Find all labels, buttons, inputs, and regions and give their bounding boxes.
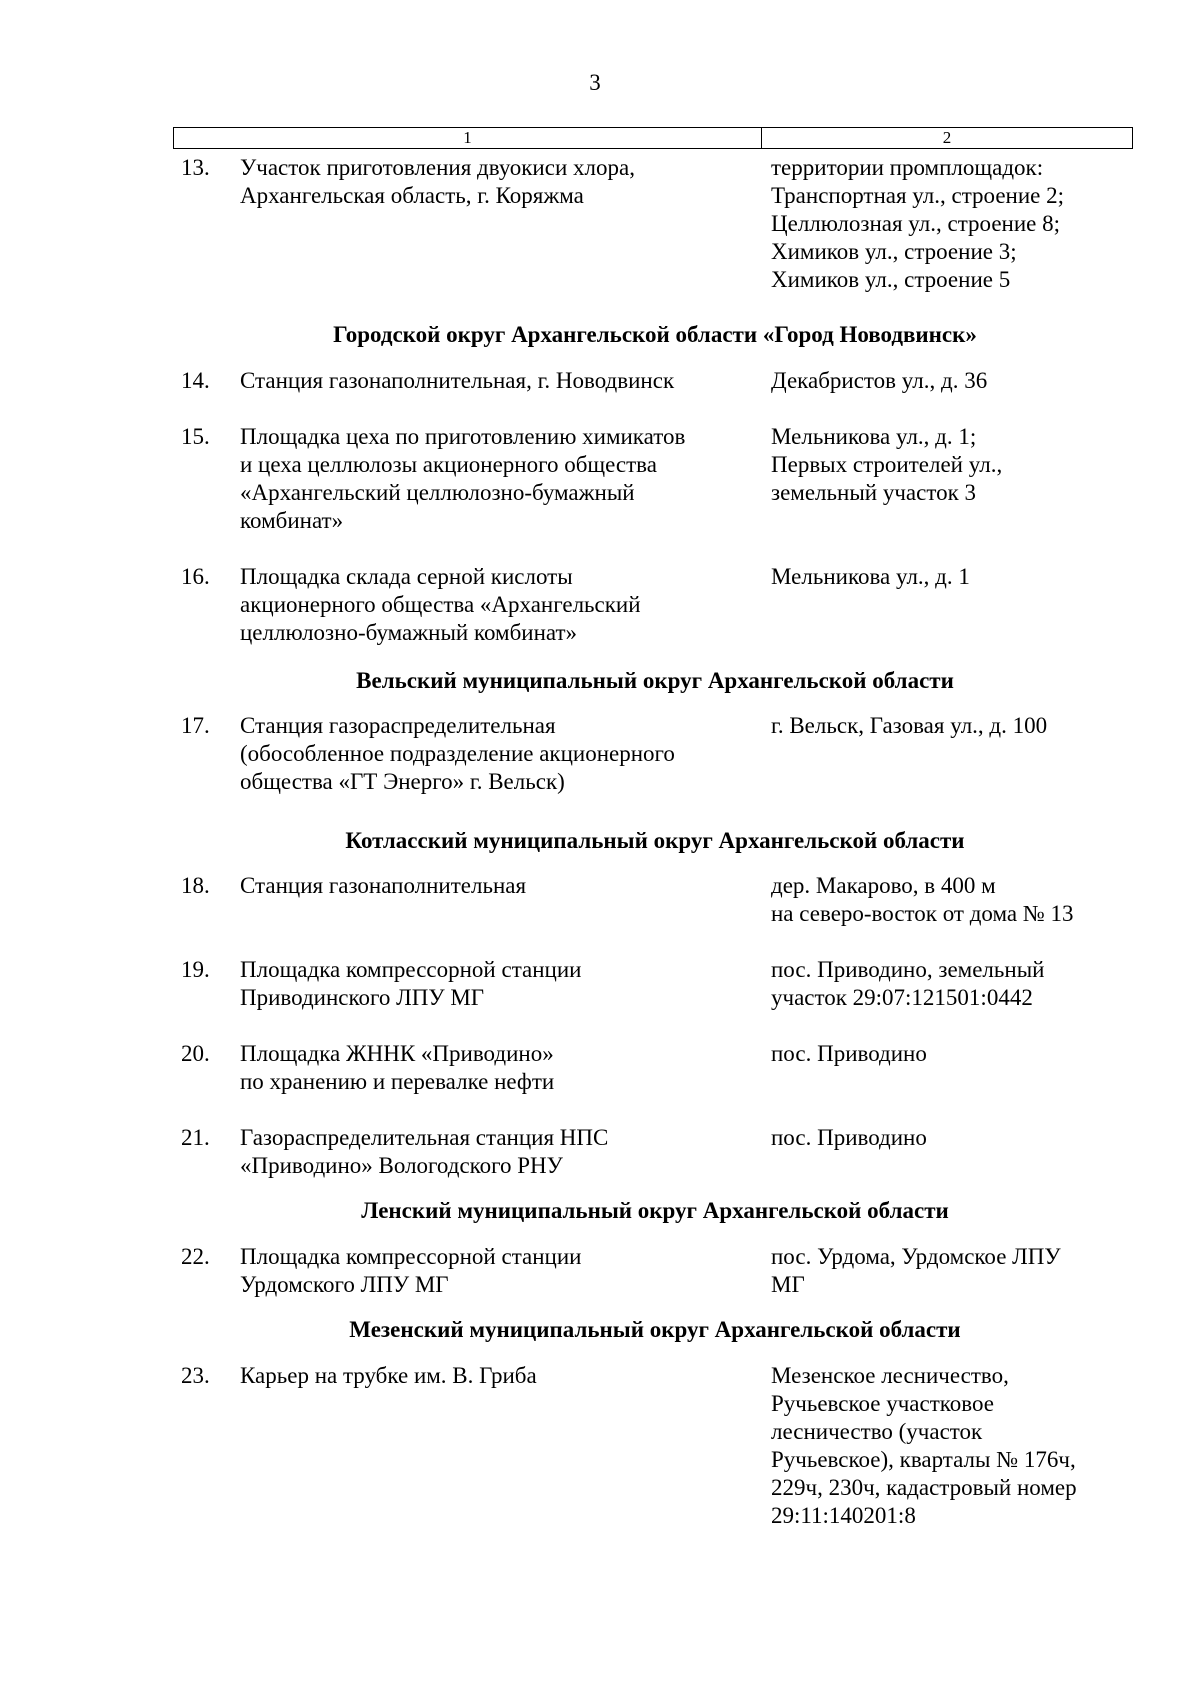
object-name: Площадка цеха по приготовлению химикатов и цеха целлюлозы акционерного общества «Архангельский целлюлозно-бумажный комбинат»	[240, 424, 686, 533]
object-name: Станция газораспределительная (обособленное подразделение акционерного общества «ГТ Энерго» г. Вельск)	[240, 713, 675, 794]
object-address: пос. Приводино, земельный участок 29:07:121501:0442	[771, 957, 1045, 1010]
section-heading: Вельский муниципальный округ Архангельской области	[356, 668, 954, 693]
column-header-2: 2	[942, 128, 952, 147]
row-number: 22.	[181, 1244, 210, 1269]
object-address: пос. Приводино	[771, 1041, 927, 1066]
section-heading: Городской округ Архангельской области «Город Новодвинск»	[333, 322, 977, 347]
page-number: 3	[589, 70, 601, 95]
section-heading: Мезенский муниципальный округ Архангельской области	[349, 1317, 961, 1342]
object-address: г. Вельск, Газовая ул., д. 100	[771, 713, 1048, 738]
object-name: Площадка компрессорной станции Приводинского ЛПУ МГ	[240, 957, 582, 1010]
row-number: 21.	[181, 1125, 210, 1150]
object-name: Площадка компрессорной станции Урдомского ЛПУ МГ	[240, 1244, 582, 1297]
object-name: Газораспределительная станция НПС «Приводино» Вологодского РНУ	[240, 1125, 609, 1178]
object-name: Станция газонаполнительная	[240, 873, 527, 898]
object-name: Станция газонаполнительная, г. Новодвинск	[240, 368, 675, 393]
object-address: пос. Приводино	[771, 1125, 927, 1150]
section-heading: Ленский муниципальный округ Архангельской области	[361, 1198, 949, 1223]
row-number: 18.	[181, 873, 210, 898]
object-name: Участок приготовления двуокиси хлора, Архангельская область, г. Коряжма	[240, 155, 635, 208]
row-number: 23.	[181, 1363, 210, 1388]
row-number: 16.	[181, 564, 210, 589]
object-name: Карьер на трубке им. В. Гриба	[240, 1363, 537, 1388]
object-address: Мельникова ул., д. 1	[771, 564, 970, 589]
row-number: 19.	[181, 957, 210, 982]
row-number: 13.	[181, 155, 210, 180]
object-address: территории промплощадок: Транспортная ул., строение 2; Целлюлозная ул., строение 8; Химиков ул., строение 3; Химиков ул., строение 5	[771, 155, 1065, 292]
column-header-1: 1	[174, 128, 762, 148]
object-address: Мезенское лесничество, Ручьевское участковое лесничество (участок Ручьевское), кварталы № 176ч, 229ч, 230ч, кадастровый номер 29:11:140201:8	[771, 1363, 1077, 1528]
row-number: 20.	[181, 1041, 210, 1066]
row-number: 17.	[181, 713, 210, 738]
object-name: Площадка ЖННК «Приводино» по хранению и перевалке нефти	[240, 1041, 555, 1094]
object-address: дер. Макарово, в 400 м на северо-восток от дома № 13	[771, 873, 1074, 926]
object-name: Площадка склада серной кислоты акционерного общества «Архангельский целлюлозно-бумажный комбинат»	[240, 564, 641, 645]
object-address: Декабристов ул., д. 36	[771, 368, 988, 393]
column-header-row	[173, 127, 1133, 149]
object-address: Мельникова ул., д. 1; Первых строителей ул., земельный участок 3	[771, 424, 1003, 505]
row-number: 14.	[181, 368, 210, 393]
object-address: пос. Урдома, Урдомское ЛПУ МГ	[771, 1244, 1061, 1297]
section-heading: Котласский муниципальный округ Архангельской области	[345, 828, 965, 853]
row-number: 15.	[181, 424, 210, 449]
